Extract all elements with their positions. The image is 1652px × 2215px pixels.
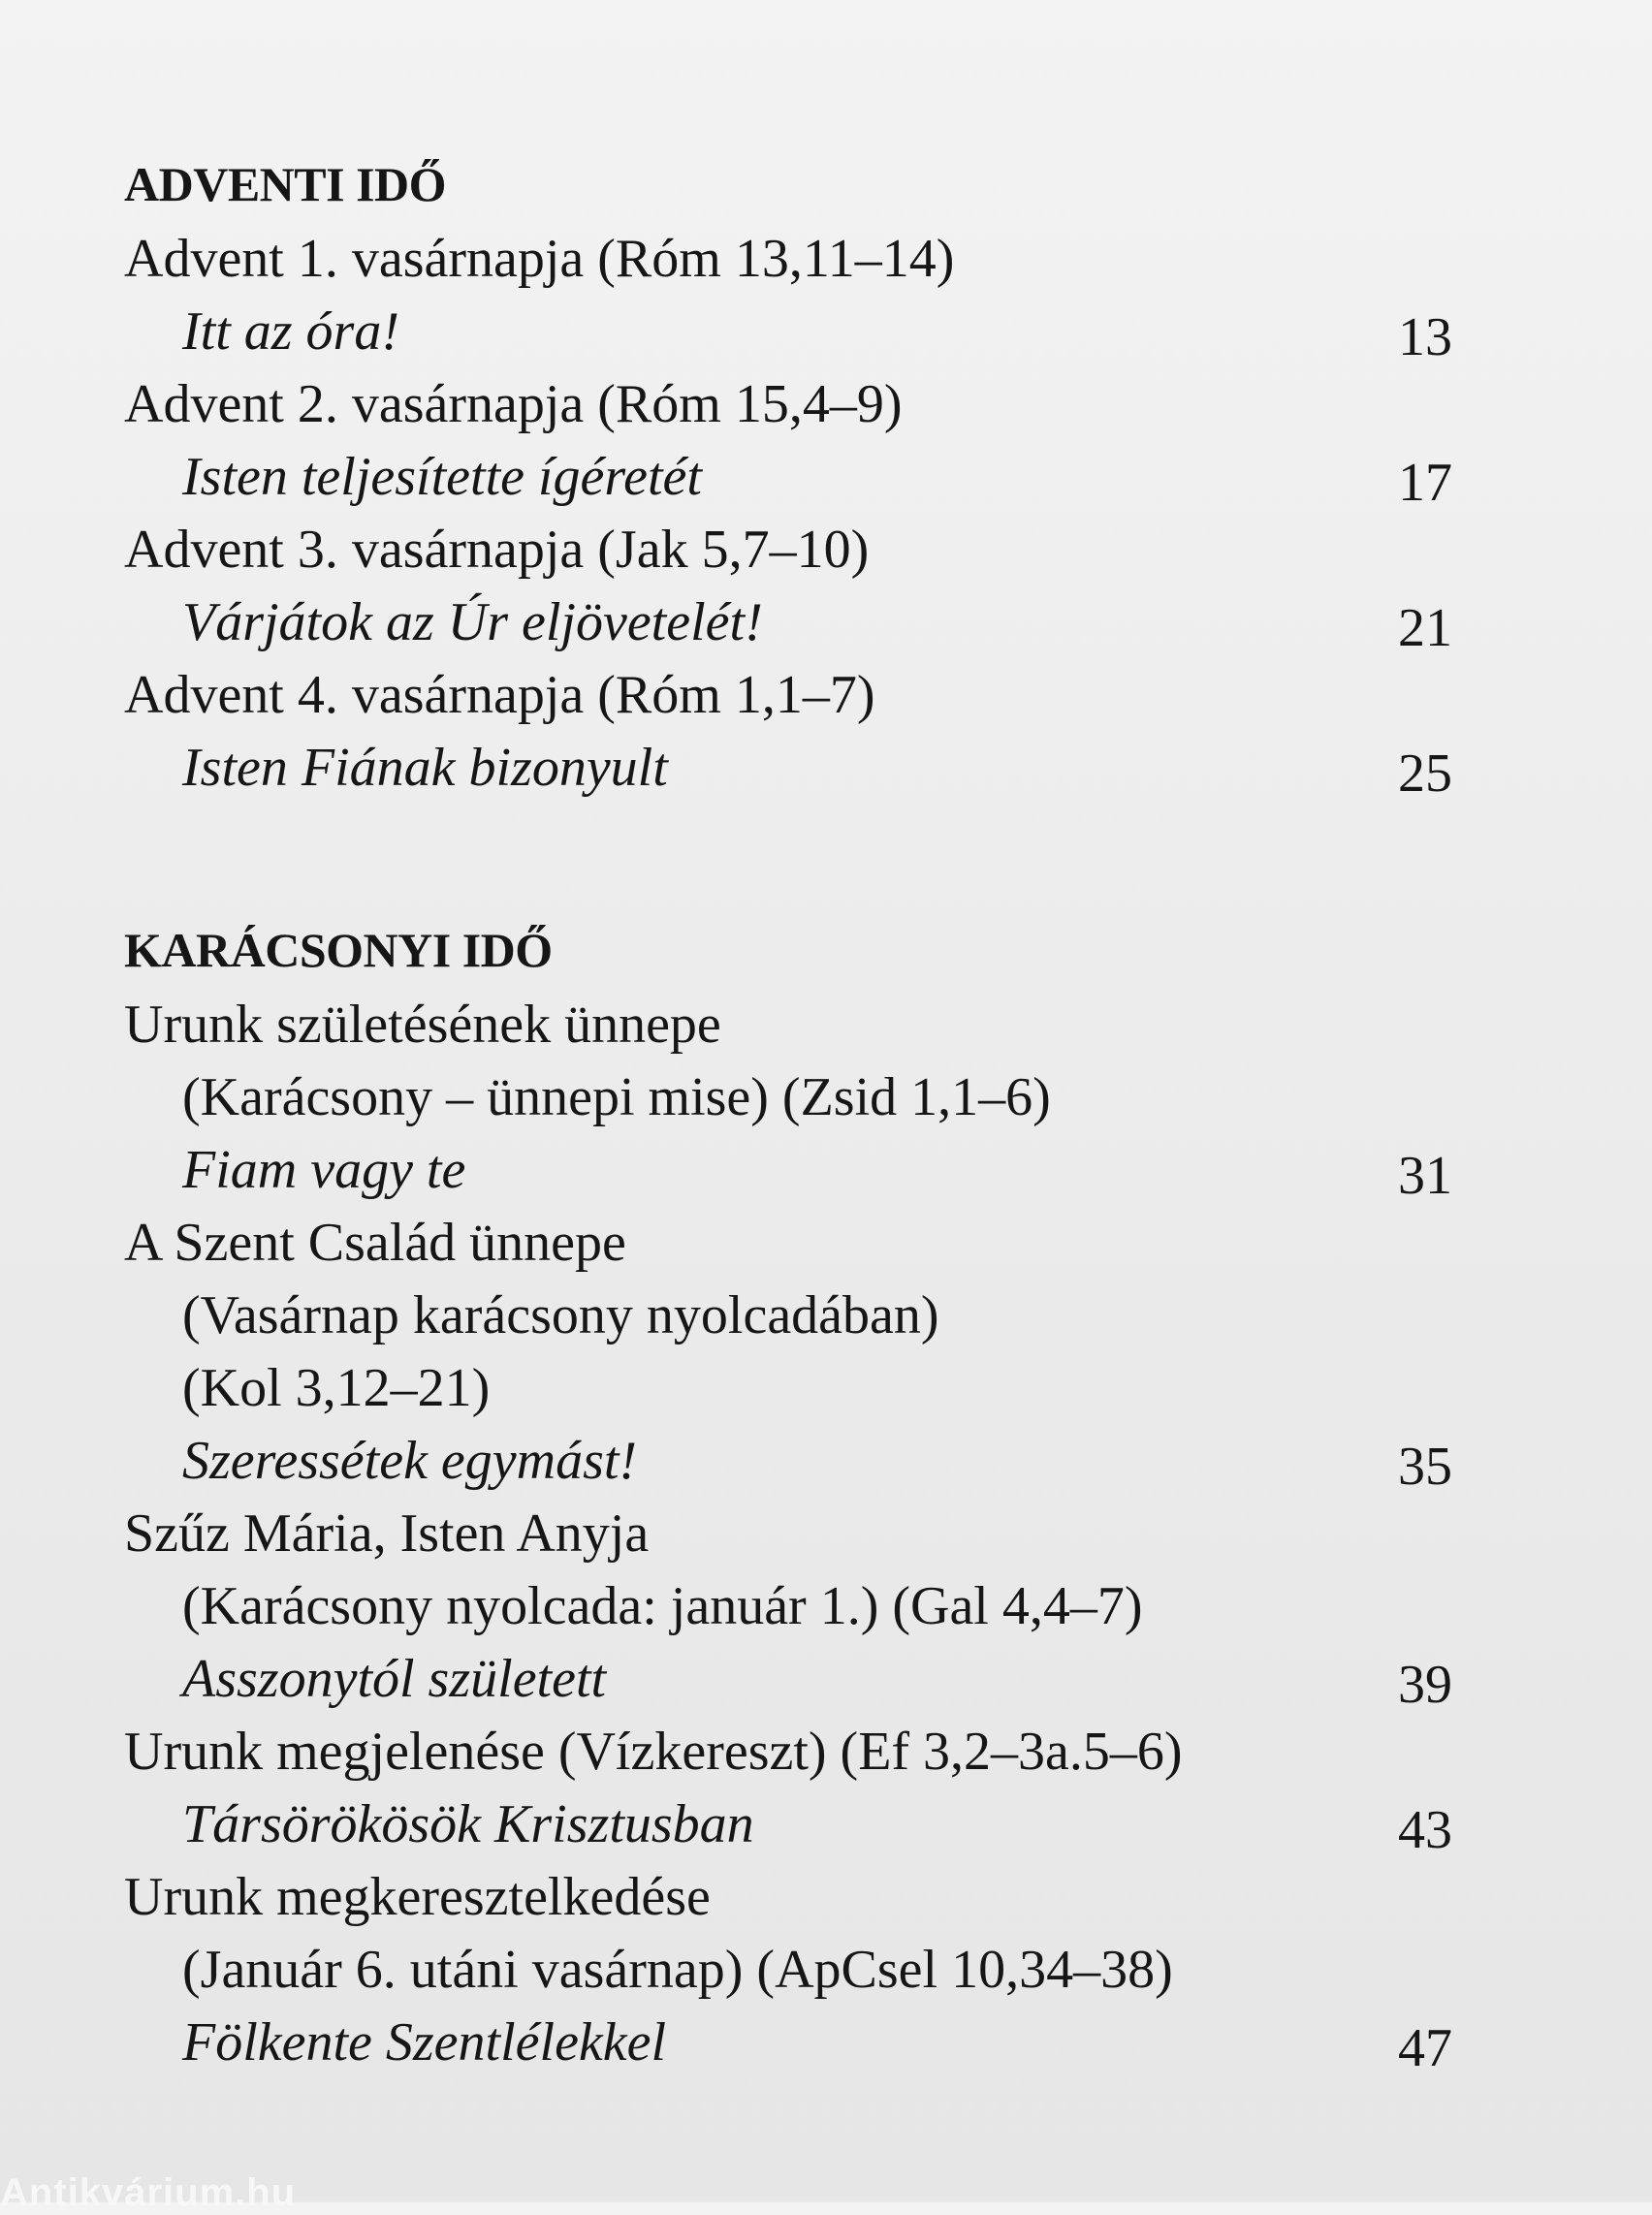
toc-entry bbox=[124, 989, 1452, 1207]
page-number: 31 bbox=[1398, 1146, 1452, 1206]
entry-title-line: Urunk megjelenése (Vízkereszt) (Ef 3,2–3a.5–6) bbox=[124, 1722, 1183, 1782]
entry-subtitle: Társörökösök Krisztusban bbox=[182, 1794, 754, 1854]
entry-title-line: Advent 4. vasárnapja (Róm 1,1–7) bbox=[124, 665, 875, 725]
entry-title-line: (Vasárnap karácsony nyolcadában) bbox=[182, 1285, 939, 1345]
toc-entry bbox=[124, 1716, 1452, 1861]
entry-subtitle: Isten teljesítette ígéretét bbox=[182, 447, 702, 507]
toc-entry bbox=[124, 514, 1452, 659]
entry-subtitle-row bbox=[124, 1425, 1452, 1498]
page-number: 17 bbox=[1398, 453, 1452, 513]
entry-title-line: Advent 2. vasárnapja (Róm 15,4–9) bbox=[124, 374, 903, 434]
toc-entry bbox=[124, 368, 1452, 514]
entry-subtitle: Fölkente Szentlélekkel bbox=[182, 2012, 667, 2073]
entry-title-line: (Január 6. utáni vasárnap) (ApCsel 10,34–38) bbox=[182, 1940, 1173, 2000]
entry-title-line: (Karácsony – ünnepi mise) (Zsid 1,1–6) bbox=[182, 1067, 1051, 1127]
page-number: 35 bbox=[1398, 1437, 1452, 1497]
toc-entry bbox=[124, 1498, 1452, 1716]
entry-title-line: A Szent Család ünnepe bbox=[124, 1213, 626, 1273]
entry-title-line: Advent 1. vasárnapja (Róm 13,11–14) bbox=[124, 229, 955, 289]
entry-title-line: Urunk megkeresztelkedése bbox=[124, 1867, 711, 1927]
watermark: Antikvárium.hu bbox=[0, 2171, 297, 2214]
entry-subtitle: Fiam vagy te bbox=[182, 1140, 466, 1200]
entry-subtitle: Szeressétek egymást! bbox=[182, 1431, 638, 1491]
entry-title-line: Advent 3. vasárnapja (Jak 5,7–10) bbox=[124, 520, 870, 580]
entry-subtitle: Itt az óra! bbox=[182, 301, 399, 362]
toc-entry bbox=[124, 659, 1452, 805]
entry-subtitle-row bbox=[124, 1643, 1452, 1716]
toc-entry bbox=[124, 1207, 1452, 1498]
entry-subtitle: Isten Fiának bizonyult bbox=[182, 738, 668, 798]
entry-subtitle-row bbox=[124, 1134, 1452, 1207]
entry-title-line: (Karácsony nyolcada: január 1.) (Gal 4,4–7) bbox=[182, 1576, 1143, 1636]
entry-subtitle-row bbox=[124, 1788, 1452, 1861]
entry-subtitle: Asszonytól született bbox=[182, 1649, 607, 1709]
entry-title-line: Urunk születésének ünnepe bbox=[124, 995, 721, 1055]
entry-subtitle-row bbox=[124, 296, 1452, 368]
entry-title-line: Szűz Mária, Isten Anyja bbox=[124, 1503, 650, 1564]
toc-section bbox=[124, 911, 1452, 2079]
page-number: 39 bbox=[1398, 1655, 1452, 1715]
entry-subtitle-row bbox=[124, 441, 1452, 514]
entry-title-line: (Kol 3,12–21) bbox=[182, 1358, 491, 1418]
toc-entry bbox=[124, 1861, 1452, 2079]
toc-section bbox=[124, 145, 1452, 805]
page-number: 13 bbox=[1398, 307, 1452, 367]
entry-subtitle: Várjátok az Úr eljövetelét! bbox=[182, 592, 763, 652]
entry-subtitle-row bbox=[124, 2007, 1452, 2079]
entry-subtitle-row bbox=[124, 732, 1452, 805]
page-number: 25 bbox=[1398, 744, 1452, 804]
entry-subtitle-row bbox=[124, 586, 1452, 659]
section-heading: ADVENTI IDŐ bbox=[124, 157, 447, 211]
page-number: 21 bbox=[1398, 598, 1452, 658]
section-heading: KARÁCSONYI IDŐ bbox=[124, 923, 553, 977]
page-number: 43 bbox=[1398, 1800, 1452, 1860]
toc-entry bbox=[124, 223, 1452, 368]
table-of-contents bbox=[124, 145, 1452, 2186]
page-number: 47 bbox=[1398, 2018, 1452, 2078]
